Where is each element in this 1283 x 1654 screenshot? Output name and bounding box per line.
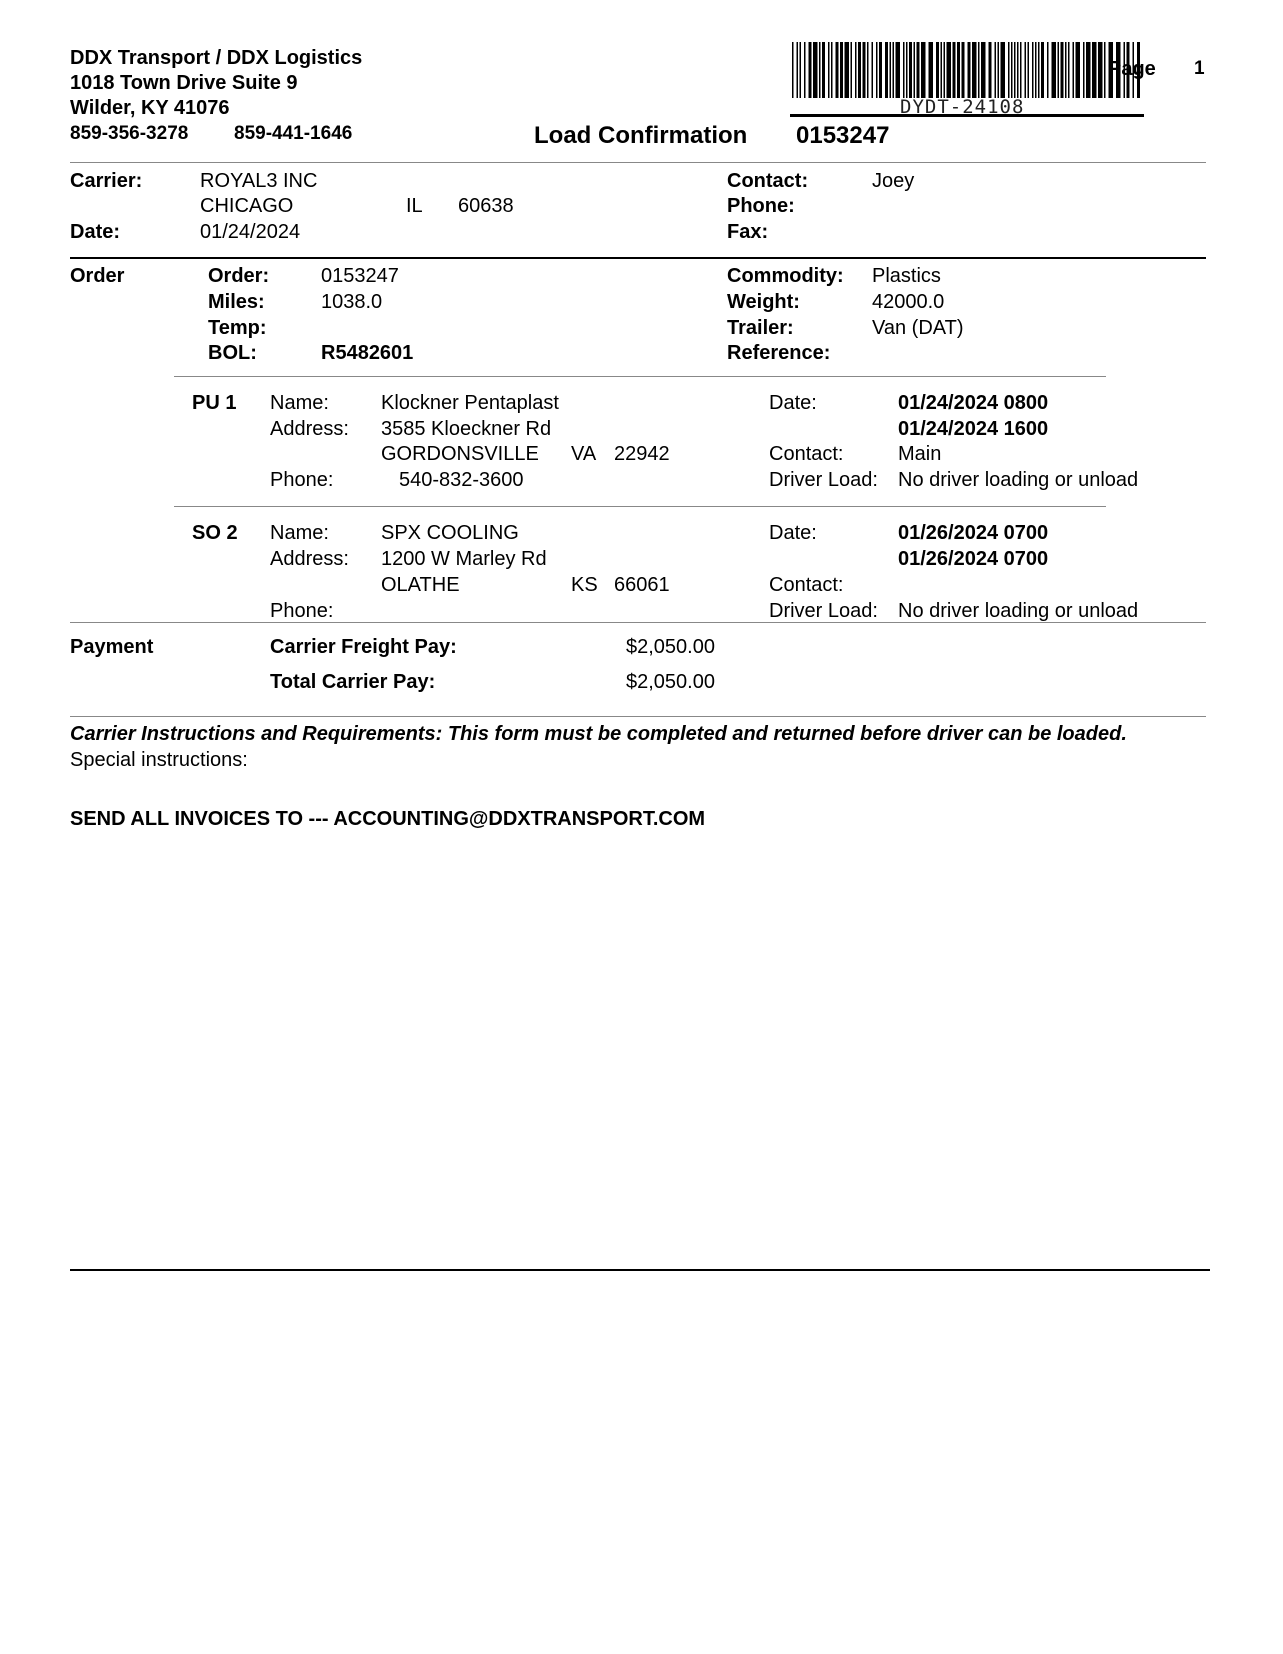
barcode-bar — [917, 42, 920, 98]
barcode-bar — [936, 42, 939, 98]
barcode-bar — [944, 42, 946, 98]
barcode-bar — [1028, 42, 1030, 98]
stop-name: SPX COOLING — [381, 522, 519, 544]
barcode-bar — [893, 42, 895, 98]
barcode-bar — [1083, 42, 1085, 98]
commodity-label: Commodity: — [727, 265, 844, 287]
carrier-label: Carrier: — [70, 170, 143, 192]
barcode-bar — [968, 42, 971, 98]
barcode-bar — [914, 42, 916, 98]
carrier-date: 01/24/2024 — [200, 221, 301, 243]
stop-phone-label: Phone: — [270, 600, 334, 622]
weight-label: Weight: — [727, 291, 800, 313]
reference-label: Reference: — [727, 342, 831, 364]
barcode-bar — [858, 42, 861, 98]
barcode-bar — [1011, 42, 1013, 98]
barcode-bar — [1086, 42, 1091, 98]
carrier-date-label: Date: — [70, 221, 121, 243]
barcode-bar — [872, 42, 874, 98]
barcode-bar — [1052, 42, 1057, 98]
barcode-bar — [1001, 42, 1006, 98]
invoice-note: SEND ALL INVOICES TO --- ACCOUNTING@DDXTRANSPORT.COM — [70, 808, 706, 830]
stop-driver-load-label: Driver Load: — [769, 469, 878, 491]
trailer-label: Trailer: — [727, 317, 794, 339]
barcode-bar — [1058, 42, 1060, 98]
company-name: DDX Transport / DDX Logistics — [70, 47, 363, 69]
barcode-bar — [1035, 42, 1037, 98]
payment-section-label: Payment — [70, 636, 154, 658]
stop-code: SO 2 — [192, 522, 238, 544]
carrier-name: ROYAL3 INC — [200, 170, 318, 192]
divider — [70, 162, 1206, 163]
stop-date-from: 01/24/2024 0800 — [898, 392, 1049, 414]
stop-address-label: Address: — [270, 418, 349, 440]
barcode-bar — [1047, 42, 1049, 98]
barcode-bar — [995, 42, 997, 98]
contact-label: Contact: — [727, 170, 809, 192]
barcode-bar — [957, 42, 960, 98]
fax-label: Fax: — [727, 221, 769, 243]
barcode-underline — [790, 114, 1144, 117]
special-instructions-label: Special instructions: — [70, 749, 248, 771]
stop-contact-label: Contact: — [769, 443, 844, 465]
document-number: 0153247 — [796, 122, 890, 149]
freight-pay-value: $2,050.00 — [626, 636, 715, 658]
stop-name-label: Name: — [270, 392, 329, 414]
carrier-city: CHICAGO — [200, 195, 294, 217]
stop-phone-label: Phone: — [270, 469, 334, 491]
stop-street: 3585 Kloeckner Rd — [381, 418, 552, 440]
page-label: Page — [1108, 58, 1156, 80]
freight-pay-label: Carrier Freight Pay: — [270, 636, 457, 658]
stop-state: VA — [571, 443, 597, 465]
barcode-bar — [972, 42, 977, 98]
barcode-bar — [1020, 42, 1022, 98]
stop-name-label: Name: — [270, 522, 329, 544]
barcode-bar — [800, 42, 802, 98]
carrier-state: IL — [406, 195, 423, 217]
stop-street: 1200 W Marley Rd — [381, 548, 547, 570]
trailer-value: Van (DAT) — [872, 317, 964, 339]
barcode-bar — [962, 42, 965, 98]
barcode-bar — [1017, 42, 1019, 98]
divider — [70, 622, 1206, 623]
phone-label: Phone: — [727, 195, 795, 217]
barcode-bar — [809, 42, 812, 98]
barcode-bar — [896, 42, 901, 98]
stop-address-label: Address: — [270, 548, 349, 570]
barcode-bar — [836, 42, 839, 98]
stop-date-from: 01/26/2024 0700 — [898, 522, 1049, 544]
barcode-bar — [876, 42, 878, 98]
company-phone-secondary: 859-441-1646 — [234, 123, 353, 144]
barcode-bar — [1098, 42, 1103, 98]
barcode-bar — [981, 42, 986, 98]
barcode-image — [792, 42, 1144, 98]
miles-label: Miles: — [208, 291, 265, 313]
barcode-bar — [867, 42, 869, 98]
barcode-bar — [978, 42, 980, 98]
page-number: 1 — [1194, 58, 1205, 79]
stop-state: KS — [571, 574, 598, 596]
barcode-bar — [1092, 42, 1097, 98]
company-phone-primary: 859-356-3278 — [70, 123, 189, 144]
barcode-bar — [1041, 42, 1044, 98]
barcode-bar — [828, 42, 830, 98]
stop-zip: 66061 — [614, 574, 670, 596]
divider — [70, 716, 1206, 717]
order-section-label: Order — [70, 265, 125, 287]
stop-zip: 22942 — [614, 443, 670, 465]
document-title: Load Confirmation — [534, 122, 748, 149]
barcode-bar — [1025, 42, 1027, 98]
total-pay-label: Total Carrier Pay: — [270, 671, 436, 693]
barcode-bar — [947, 42, 952, 98]
stop-city: GORDONSVILLE — [381, 443, 539, 465]
barcode-bar — [797, 42, 799, 98]
barcode-bar — [909, 42, 912, 98]
barcode-bar — [1038, 42, 1040, 98]
commodity-value: Plastics — [872, 265, 941, 287]
bol-value: R5482601 — [321, 342, 414, 364]
stop-contact: Main — [898, 443, 942, 465]
stop-date-to: 01/26/2024 0700 — [898, 548, 1049, 570]
barcode-bar — [813, 42, 818, 98]
stop-driver-load: No driver loading or unload — [898, 600, 1139, 622]
barcode-bar — [1014, 42, 1016, 98]
barcode-bar — [863, 42, 866, 98]
barcode-bar — [840, 42, 843, 98]
carrier-zip: 60638 — [458, 195, 514, 217]
barcode-bar — [1061, 42, 1064, 98]
order-number: 0153247 — [321, 265, 399, 287]
barcode-bar — [953, 42, 956, 98]
company-address-line1: 1018 Town Drive Suite 9 — [70, 72, 298, 94]
barcode-bar — [851, 42, 853, 98]
barcode-bar — [921, 42, 926, 98]
barcode-bar — [822, 42, 825, 98]
barcode-bar — [929, 42, 934, 98]
barcode-bar — [890, 42, 892, 98]
stop-name: Klockner Pentaplast — [381, 392, 559, 414]
barcode-bar — [1008, 42, 1010, 98]
contact-value: Joey — [872, 170, 915, 192]
signature-line — [70, 1269, 1210, 1271]
barcode-bar — [1065, 42, 1067, 98]
stop-phone: 540-832-3600 — [399, 469, 524, 491]
bol-label: BOL: — [208, 342, 257, 364]
barcode-bar — [989, 42, 992, 98]
barcode-bar — [1076, 42, 1081, 98]
barcode-bar — [879, 42, 882, 98]
barcode-text: DYDT-24108 — [900, 96, 1025, 118]
stop-code: PU 1 — [192, 392, 237, 414]
barcode-bar — [831, 42, 833, 98]
barcode-bar — [1073, 42, 1075, 98]
order-label: Order: — [208, 265, 270, 287]
stop-date-to: 01/24/2024 1600 — [898, 418, 1049, 440]
barcode-bar — [903, 42, 905, 98]
barcode-bar — [819, 42, 821, 98]
section-divider — [70, 257, 1206, 259]
total-pay-value: $2,050.00 — [626, 671, 715, 693]
stop-date-label: Date: — [769, 392, 817, 414]
stop-city: OLATHE — [381, 574, 460, 596]
weight-value: 42000.0 — [872, 291, 945, 313]
barcode-bar — [1068, 42, 1070, 98]
barcode-bar — [845, 42, 850, 98]
barcode-bar — [855, 42, 857, 98]
barcode-bar — [792, 42, 794, 98]
barcode-bar — [906, 42, 908, 98]
temp-label: Temp: — [208, 317, 267, 339]
divider — [174, 506, 1106, 507]
barcode-bar — [1032, 42, 1034, 98]
miles-value: 1038.0 — [321, 291, 383, 313]
barcode-bar — [885, 42, 888, 98]
barcode-bar — [1104, 42, 1106, 98]
company-address-line2: Wilder, KY 41076 — [70, 97, 230, 119]
stop-driver-load-label: Driver Load: — [769, 600, 878, 622]
carrier-requirements: Carrier Instructions and Requirements: This form must be completed and returned before driver can be loaded. — [70, 723, 1127, 745]
stop-date-label: Date: — [769, 522, 817, 544]
barcode-bar — [804, 42, 806, 98]
barcode-bar — [998, 42, 1000, 98]
stop-driver-load: No driver loading or unload — [898, 469, 1139, 491]
divider — [174, 376, 1106, 377]
stop-contact-label: Contact: — [769, 574, 844, 596]
barcode-bar — [941, 42, 943, 98]
